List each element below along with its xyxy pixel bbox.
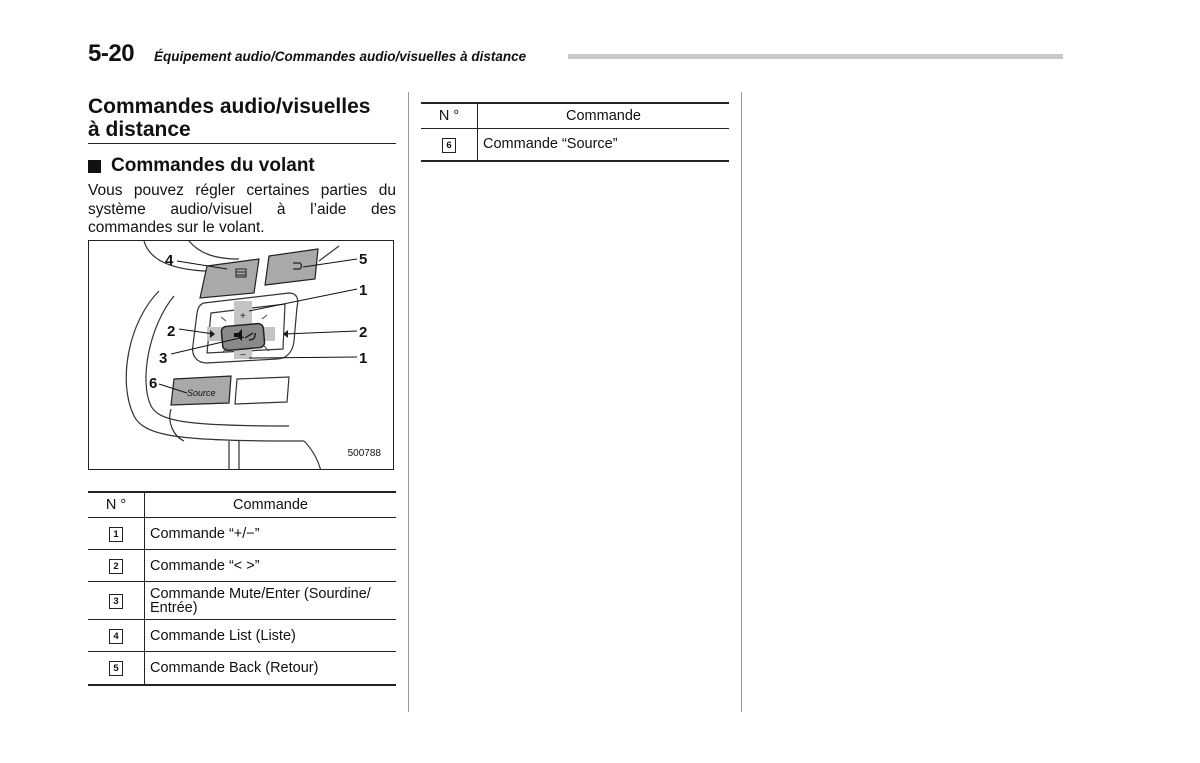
row-number-box: 4 <box>109 629 123 644</box>
row-number-box: 2 <box>109 559 123 574</box>
row-number-box: 5 <box>109 661 123 676</box>
square-bullet-icon <box>88 160 101 173</box>
column-divider-right <box>741 92 742 712</box>
page-number: 5-20 <box>88 40 135 67</box>
row-command-line1: Commande Mute/Enter (Sourdine/ <box>150 585 371 602</box>
row-command: Commande Back (Retour) <box>145 652 397 685</box>
row-command: Commande List (Liste) <box>145 620 397 652</box>
minus-glyph: − <box>240 350 246 361</box>
col-header-no: N ° <box>88 492 145 518</box>
callout-2-right: 2 <box>359 324 368 341</box>
callout-2-left: 2 <box>167 323 176 340</box>
blank-button-shape <box>235 377 289 404</box>
section-title <box>88 95 396 141</box>
steering-wheel-controls-figure <box>88 240 394 470</box>
plus-glyph: + <box>240 311 246 322</box>
running-header-title: Équipement audio/Commandes audio/visuelles à distance <box>154 49 527 64</box>
col-header-command: Commande <box>145 492 397 518</box>
row-command: Commande “< >” <box>145 550 397 582</box>
row-command-line2: Entrée) <box>150 599 198 616</box>
table-row <box>421 129 729 161</box>
column-divider-left <box>408 92 409 712</box>
back-button-shape <box>265 249 318 285</box>
subsection-title: Commandes du volant <box>111 155 315 176</box>
row-number-box: 3 <box>109 594 123 609</box>
callout-1-top: 1 <box>359 282 368 299</box>
intro-paragraph: Vous pouvez régler certaines parties du système audio/visuel à l’aide des commandes sur le volant. <box>88 182 396 236</box>
table-header-row <box>421 103 729 129</box>
table-row <box>88 652 396 685</box>
callout-3: 3 <box>159 350 168 367</box>
row-number-box: 6 <box>442 138 456 153</box>
table-row <box>88 582 396 620</box>
commands-table-left <box>88 491 396 686</box>
callout-5: 5 <box>359 251 368 268</box>
table-row <box>88 550 396 582</box>
subsection-heading <box>88 155 315 177</box>
table-header-row <box>88 492 396 518</box>
header-rule <box>568 54 1063 59</box>
col-header-no: N ° <box>421 103 478 129</box>
steering-wheel-illustration <box>89 241 394 470</box>
callout-4: 4 <box>165 252 174 269</box>
row-command: Commande “+/−” <box>145 518 397 550</box>
wheel-outer-contour <box>126 291 304 441</box>
section-title-line1: Commandes audio/visuelles <box>88 95 371 118</box>
section-title-line2: à distance <box>88 118 191 141</box>
callout-6: 6 <box>149 375 158 392</box>
section-rule <box>88 143 396 144</box>
callout-1-bottom: 1 <box>359 350 368 367</box>
row-command: Commande “Source” <box>478 129 730 161</box>
col-header-command: Commande <box>478 103 730 129</box>
page-header <box>88 40 1063 70</box>
row-command <box>145 582 397 620</box>
table-row <box>88 518 396 550</box>
row-number-box: 1 <box>109 527 123 542</box>
source-button-label: Source <box>187 388 216 398</box>
list-button-shape <box>200 259 259 298</box>
commands-table-right <box>421 102 729 162</box>
figure-code: 500788 <box>347 448 381 459</box>
table-row <box>88 620 396 652</box>
